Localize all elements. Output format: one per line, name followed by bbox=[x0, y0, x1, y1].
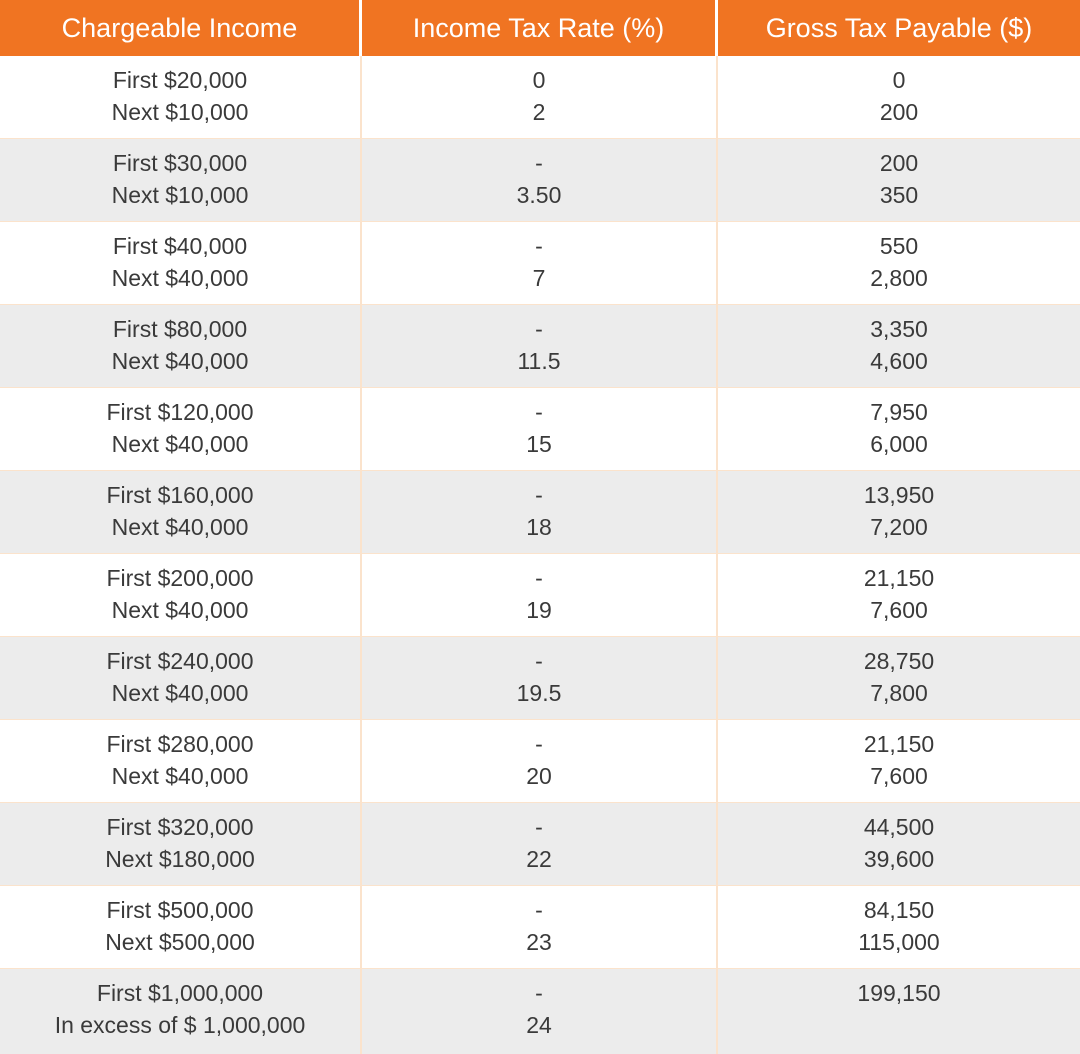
chargeable-income-cell bbox=[0, 886, 362, 968]
chargeable-income-cell bbox=[0, 305, 362, 387]
chargeable-income-cell-line: First $240,000 bbox=[106, 648, 254, 674]
table-row bbox=[0, 803, 1080, 886]
tax-rate-cell-line: 23 bbox=[526, 929, 552, 955]
gross-tax-cell bbox=[718, 388, 1080, 470]
chargeable-income-cell-line: Next $40,000 bbox=[111, 431, 249, 457]
gross-tax-cell-line: 21,150 bbox=[863, 731, 935, 757]
tax-rate-cell-line: 22 bbox=[526, 846, 552, 872]
chargeable-income-cell-line: Next $40,000 bbox=[111, 348, 249, 374]
tax-rate-cell-line: 18 bbox=[526, 514, 552, 540]
gross-tax-cell-line: 200 bbox=[879, 150, 919, 176]
tax-rate-cell-line: - bbox=[535, 316, 543, 342]
tax-rate-cell-line: - bbox=[535, 897, 543, 923]
header-chargeable-income: Chargeable Income bbox=[0, 0, 362, 56]
chargeable-income-cell bbox=[0, 222, 362, 304]
tax-rate-cell-line: 15 bbox=[526, 431, 552, 457]
gross-tax-cell bbox=[718, 886, 1080, 968]
tax-rate-cell-line: 19.5 bbox=[516, 680, 562, 706]
chargeable-income-cell-line: First $30,000 bbox=[112, 150, 248, 176]
chargeable-income-cell bbox=[0, 969, 362, 1054]
gross-tax-cell-line: 0 bbox=[892, 67, 906, 93]
tax-rate-cell bbox=[362, 720, 718, 802]
table-row bbox=[0, 969, 1080, 1054]
tax-rate-cell-line: 3.50 bbox=[516, 182, 562, 208]
tax-rate-cell bbox=[362, 388, 718, 470]
tax-rate-cell-line: 20 bbox=[526, 763, 552, 789]
gross-tax-cell-line: 21,150 bbox=[863, 565, 935, 591]
tax-rate-cell bbox=[362, 803, 718, 885]
gross-tax-cell bbox=[718, 305, 1080, 387]
gross-tax-cell-line: 350 bbox=[879, 182, 919, 208]
gross-tax-cell-line: 39,600 bbox=[863, 846, 935, 872]
tax-rate-cell-line: - bbox=[535, 731, 543, 757]
header-income-tax-rate: Income Tax Rate (%) bbox=[362, 0, 718, 56]
tax-rate-cell bbox=[362, 554, 718, 636]
gross-tax-cell-line: 3,350 bbox=[870, 316, 928, 342]
chargeable-income-cell bbox=[0, 388, 362, 470]
gross-tax-cell-line: 44,500 bbox=[863, 814, 935, 840]
gross-tax-cell bbox=[718, 471, 1080, 553]
tax-rate-cell-line: 19 bbox=[526, 597, 552, 623]
chargeable-income-cell-line: Next $40,000 bbox=[111, 763, 249, 789]
chargeable-income-cell-line: First $20,000 bbox=[112, 67, 248, 93]
tax-rate-cell-line: - bbox=[535, 814, 543, 840]
chargeable-income-cell-line: First $320,000 bbox=[106, 814, 254, 840]
tax-rate-cell bbox=[362, 305, 718, 387]
tax-rate-cell bbox=[362, 471, 718, 553]
chargeable-income-cell-line: Next $10,000 bbox=[111, 99, 249, 125]
chargeable-income-cell bbox=[0, 56, 362, 138]
chargeable-income-cell-line: First $1,000,000 bbox=[96, 980, 264, 1006]
gross-tax-cell-line: 550 bbox=[879, 233, 919, 259]
table-row bbox=[0, 471, 1080, 554]
chargeable-income-cell-line: First $500,000 bbox=[106, 897, 254, 923]
chargeable-income-cell-line: Next $40,000 bbox=[111, 597, 249, 623]
gross-tax-cell bbox=[718, 969, 1080, 1054]
table-row bbox=[0, 720, 1080, 803]
tax-rate-cell-line: - bbox=[535, 980, 543, 1006]
gross-tax-cell-line: 6,000 bbox=[870, 431, 928, 457]
gross-tax-cell-line: 7,600 bbox=[870, 597, 928, 623]
tax-rate-cell-line: 7 bbox=[532, 265, 546, 291]
chargeable-income-cell-line: First $280,000 bbox=[106, 731, 254, 757]
gross-tax-cell-line: 13,950 bbox=[863, 482, 935, 508]
gross-tax-cell bbox=[718, 637, 1080, 719]
tax-rate-cell-line: 2 bbox=[532, 99, 546, 125]
tax-rate-cell-line: - bbox=[535, 150, 543, 176]
chargeable-income-cell-line: Next $180,000 bbox=[105, 846, 255, 872]
tax-rate-cell-line: 0 bbox=[532, 67, 546, 93]
chargeable-income-cell-line: Next $40,000 bbox=[111, 680, 249, 706]
chargeable-income-cell-line: Next $10,000 bbox=[111, 182, 249, 208]
gross-tax-cell bbox=[718, 803, 1080, 885]
chargeable-income-cell-line: In excess of $ 1,000,000 bbox=[54, 1012, 306, 1038]
gross-tax-cell-line: 4,600 bbox=[870, 348, 928, 374]
gross-tax-cell-line: 200 bbox=[879, 99, 919, 125]
gross-tax-cell-line: 84,150 bbox=[863, 897, 935, 923]
tax-rate-cell bbox=[362, 56, 718, 138]
chargeable-income-cell bbox=[0, 554, 362, 636]
gross-tax-cell-line: 7,800 bbox=[870, 680, 928, 706]
chargeable-income-cell-line: First $200,000 bbox=[106, 565, 254, 591]
tax-rate-cell-line: - bbox=[535, 233, 543, 259]
tax-rate-cell bbox=[362, 637, 718, 719]
header-gross-tax-payable: Gross Tax Payable ($) bbox=[718, 0, 1080, 56]
chargeable-income-cell-line: First $80,000 bbox=[112, 316, 248, 342]
gross-tax-cell-line: 7,600 bbox=[870, 763, 928, 789]
table-row bbox=[0, 388, 1080, 471]
gross-tax-cell-line: 28,750 bbox=[863, 648, 935, 674]
table-row bbox=[0, 139, 1080, 222]
table-row bbox=[0, 637, 1080, 720]
tax-rate-cell bbox=[362, 222, 718, 304]
tax-rate-cell bbox=[362, 886, 718, 968]
gross-tax-cell bbox=[718, 56, 1080, 138]
gross-tax-cell-line: 2,800 bbox=[870, 265, 928, 291]
chargeable-income-cell bbox=[0, 720, 362, 802]
table-row bbox=[0, 554, 1080, 637]
chargeable-income-cell-line: First $160,000 bbox=[106, 482, 254, 508]
chargeable-income-cell-line: First $40,000 bbox=[112, 233, 248, 259]
tax-rate-cell-line: 11.5 bbox=[517, 348, 561, 374]
chargeable-income-cell-line: Next $500,000 bbox=[105, 929, 255, 955]
table-header bbox=[0, 0, 1080, 56]
gross-tax-cell bbox=[718, 554, 1080, 636]
gross-tax-cell-line: 115,000 bbox=[858, 929, 940, 955]
gross-tax-cell bbox=[718, 139, 1080, 221]
chargeable-income-cell bbox=[0, 471, 362, 553]
tax-rate-cell-line: 24 bbox=[526, 1012, 552, 1038]
gross-tax-cell bbox=[718, 720, 1080, 802]
tax-rate-cell-line: - bbox=[535, 482, 543, 508]
table-row bbox=[0, 305, 1080, 388]
table-body bbox=[0, 56, 1080, 1054]
gross-tax-cell-line: 7,950 bbox=[870, 399, 928, 425]
tax-rate-cell-line: - bbox=[535, 565, 543, 591]
gross-tax-cell-line: 199,150 bbox=[857, 980, 941, 1006]
table-row bbox=[0, 222, 1080, 305]
tax-rate-cell bbox=[362, 969, 718, 1054]
chargeable-income-cell bbox=[0, 637, 362, 719]
tax-rate-cell-line: - bbox=[535, 399, 543, 425]
chargeable-income-cell bbox=[0, 139, 362, 221]
table-row bbox=[0, 56, 1080, 139]
chargeable-income-cell-line: First $120,000 bbox=[106, 399, 254, 425]
tax-rate-cell-line: - bbox=[535, 648, 543, 674]
chargeable-income-cell bbox=[0, 803, 362, 885]
chargeable-income-cell-line: Next $40,000 bbox=[111, 265, 249, 291]
gross-tax-cell-line bbox=[718, 1009, 1080, 1041]
gross-tax-cell bbox=[718, 222, 1080, 304]
chargeable-income-cell-line: Next $40,000 bbox=[111, 514, 249, 540]
gross-tax-cell-line: 7,200 bbox=[870, 514, 928, 540]
tax-rate-cell bbox=[362, 139, 718, 221]
table-row bbox=[0, 886, 1080, 969]
